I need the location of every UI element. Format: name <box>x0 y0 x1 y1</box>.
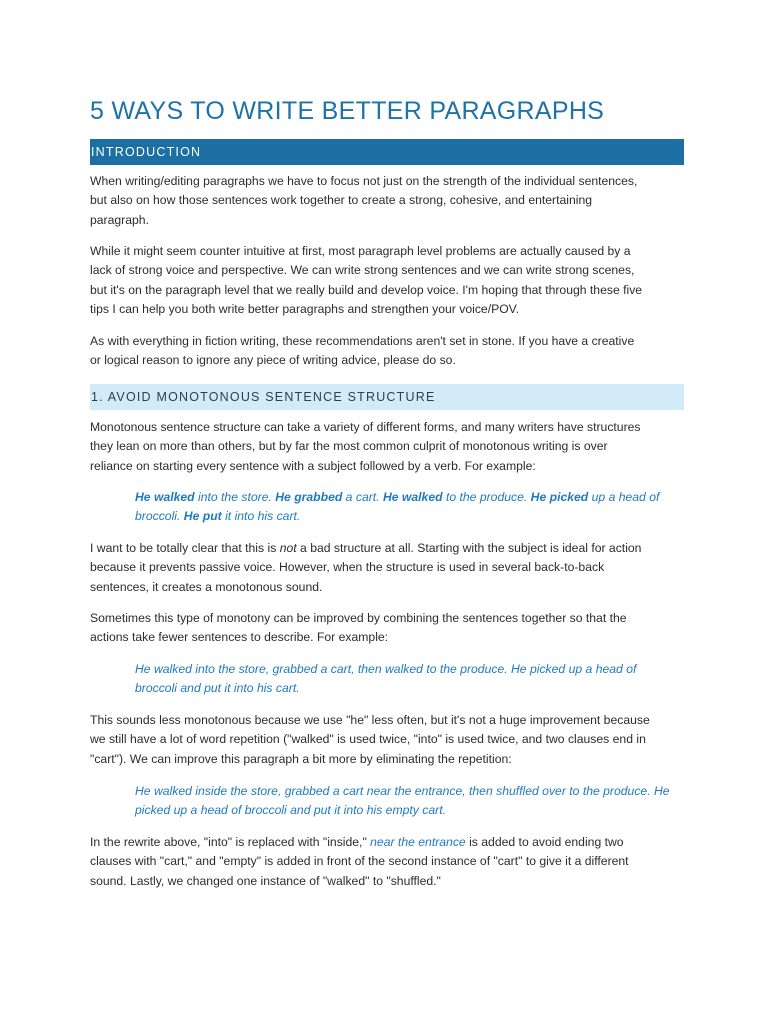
intro-paragraph-2: While it might seem counter intuitive at first, most paragraph level problems are actually caused by a lack of strong voice and perspective. We can write strong sentences and we can write strong scenes, but it's on the paragraph level that we really build and develop voice. I'm hoping that through these five tips I can help you both write better paragraphs and strengthen your voice/POV. <box>90 244 643 316</box>
section1-paragraph-3: Sometimes this type of monotony can be improved by combining the sentences together so that the actions take fewer sentences to describe. For example: <box>90 611 627 645</box>
document-title: 5 WAYS TO WRITE BETTER PARAGRAPHS <box>90 97 605 125</box>
section1-paragraph-4: This sounds less monotonous because we use "he" less often, but it's not a huge improvement because we still have a lot of word repetition ("walked" is used twice, "into" is used twice, and two clauses end in "cart"). We can improve this paragraph a bit more by eliminating the repetition: <box>90 713 650 766</box>
section-heading-avoid-monotonous: 1. AVOID MONOTONOUS SENTENCE STRUCTURE <box>90 384 684 410</box>
section-heading-introduction: INTRODUCTION <box>90 139 684 165</box>
example-1: He walked into the store. He grabbed a cart. He walked to the produce. He picked up a head of broccoli. He put it into his cart. <box>135 490 660 524</box>
section1-paragraph-5: In the rewrite above, "into" is replaced with "inside," near the entrance is added to avoid ending two clauses with "cart," and "empty" is added in front of the second instance of "cart" to give it a different sound. Lastly, we changed one instance of "walked" to "shuffled." <box>90 835 629 888</box>
example-3: He walked inside the store, grabbed a cart near the entrance, then shuffled over to the produce. He picked up a head of broccoli and put it into his empty cart. <box>135 784 670 818</box>
intro-paragraph-1: When writing/editing paragraphs we have to focus not just on the strength of the individual sentences, but also on how those sentences work together to create a strong, cohesive, and entertaining paragraph. <box>90 174 638 227</box>
section1-paragraph-2: I want to be totally clear that this is not a bad structure at all. Starting with the subject is ideal for action because it prevents passive voice. However, when the structure is used in several back-to-back sentences, it creates a monotonous sound. <box>90 541 642 594</box>
section1-paragraph-1: Monotonous sentence structure can take a variety of different forms, and many writers have structures they lean on more than others, but by far the most common culprit of monotonous writing is over reliance on starting every sentence with a subject followed by a verb. For example: <box>90 420 641 473</box>
intro-paragraph-3: As with everything in fiction writing, these recommendations aren't set in stone. If you have a creative or logical reason to ignore any piece of writing advice, please do so. <box>90 334 635 368</box>
example-2: He walked into the store, grabbed a cart, then walked to the produce. He picked up a head of broccoli and put it into his cart. <box>135 662 637 696</box>
